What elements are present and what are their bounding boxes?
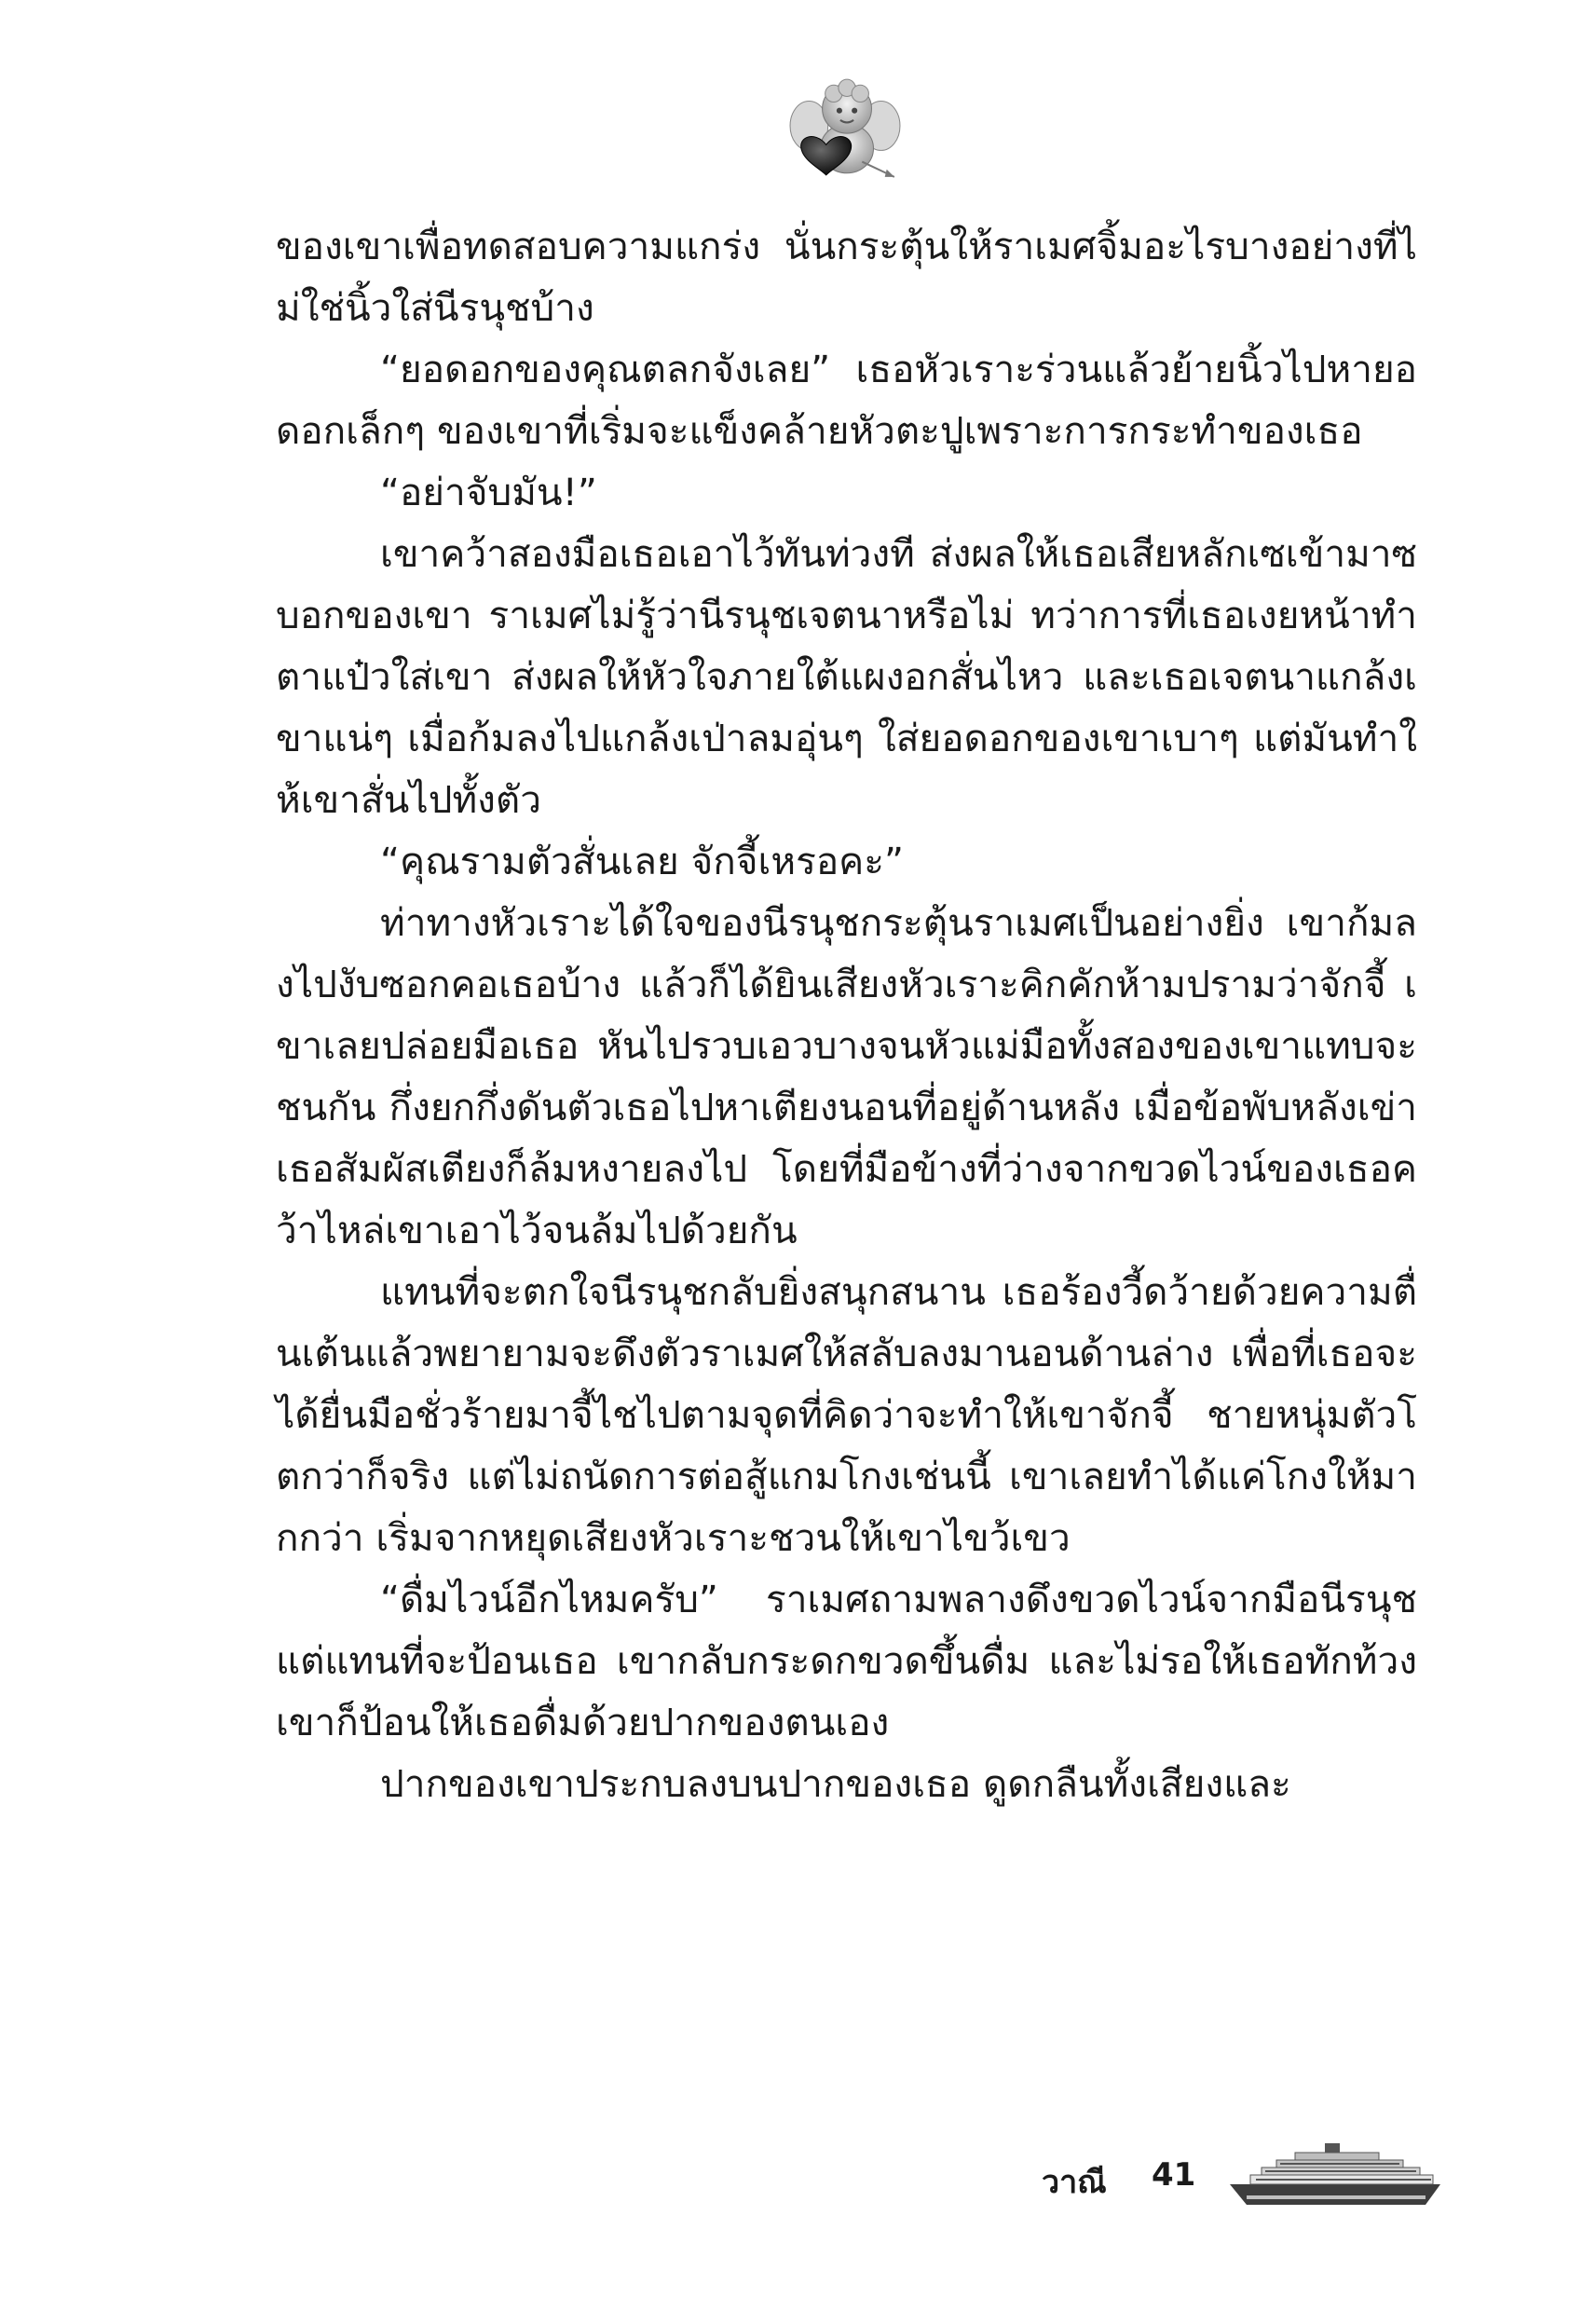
paragraph: แทนที่จะตกใจนีรนุชกลับยิ่งสนุกสนาน เธอร้องวี้ดว้ายด้วยความตื่นเต้นแล้วพยายามจะดึงตัวราเมศให้สลับลงมานอนด้านล่าง เพื่อที่เธอจะได้ยื่นมือชั่วร้ายมาจี้ไชไปตามจุดที่คิดว่าจะทำให้เขาจักจี้ ชายหนุ่มตัวโตกว่าก็จริง แต่ไม่ถนัดการต่อสู้แกมโกงเช่นนี้ เขาเลยทำได้แค่โกงให้มากกว่า เริ่มจากหยุดเสียงหัวเราะชวนให้เขาไขว้เขว [276, 1269, 1417, 1560]
paragraph: “อย่าจับมัน!” [380, 470, 597, 514]
paragraph: เขาคว้าสองมือเธอเอาไว้ทันท่วงที ส่งผลให้เธอเสียหลักเซเข้ามาซบอกของเขา ราเมศไม่รู้ว่านีรนุชเจตนาหรือไม่ ทว่าการที่เธอเงยหน้าทำตาแป๋วใส่เขา ส่งผลให้หัวใจภายใต้แผงอกสั่นไหว และเธอเจตนาแกล้งเขาแน่ๆ เมื่อก้มลงไปแกล้งเป่าลมอุ่นๆ ใส่ยอดอกของเขาเบาๆ แต่มันทำให้เขาสั่นไปทั้งตัว [276, 531, 1417, 822]
paragraph: “คุณรามตัวสั่นเลย จักจี้เหรอคะ” [380, 839, 904, 883]
cherub-heart-icon [788, 71, 902, 185]
paragraph: ของเขาเพื่อทดสอบความแกร่ง นั่นกระตุ้นให้ราเมศจิ้มอะไรบางอย่างที่ไม่ใช่นิ้วใส่นีรนุชบ้าง [276, 224, 1417, 330]
footer-book-title: วาณี [1042, 2164, 1107, 2201]
paragraph: ปากของเขาประกบลงบนปากของเธอ ดูดกลืนทั้งเสียงและ [380, 1761, 1291, 1806]
page-number: 41 [1152, 2156, 1196, 2194]
page-footer [0, 2143, 1596, 2218]
paragraph: ท่าทางหัวเราะได้ใจของนีรนุชกระตุ้นราเมศเป็นอย่างยิ่ง เขาก้มลงไปงับซอกคอเธอบ้าง แล้วก็ได้ยินเสียงหัวเราะคิกคักห้ามปรามว่าจักจี้ เขาเลยปล่อยมือเธอ หันไปรวบเอวบางจนหัวแม่มือทั้งสองของเขาแทบจะชนกัน กึ่งยกกึ่งดันตัวเธอไปหาเตียงนอนที่อยู่ด้านหลัง เมื่อข้อพับหลังเข่าเธอสัมผัสเตียงก็ล้มหงายลงไป โดยที่มือข้างที่ว่างจากขวดไวน์ของเธอคว้าไหล่เขาเอาไว้จนล้มไปด้วยกัน [276, 900, 1417, 1252]
chapter-body [276, 215, 1417, 1814]
paragraph: “ดื่มไวน์อีกไหมครับ” ราเมศถามพลางดึงขวดไวน์จากมือนีรนุช แต่แทนที่จะป้อนเธอ เขากลับกระดกขวดขึ้นดื่ม และไม่รอให้เธอทักท้วง เขาก็ป้อนให้เธอดื่มด้วยปากของตนเอง [276, 1577, 1417, 1744]
cruise-ship-icon [1228, 2143, 1448, 2210]
paragraph: “ยอดอกของคุณตลกจังเลย” เธอหัวเราะร่วนแล้วย้ายนิ้วไปหายอดอกเล็กๆ ของเขาที่เริ่มจะแข็งคล้ายหัวตะปูเพราะการกระทำของเธอ [276, 347, 1417, 453]
